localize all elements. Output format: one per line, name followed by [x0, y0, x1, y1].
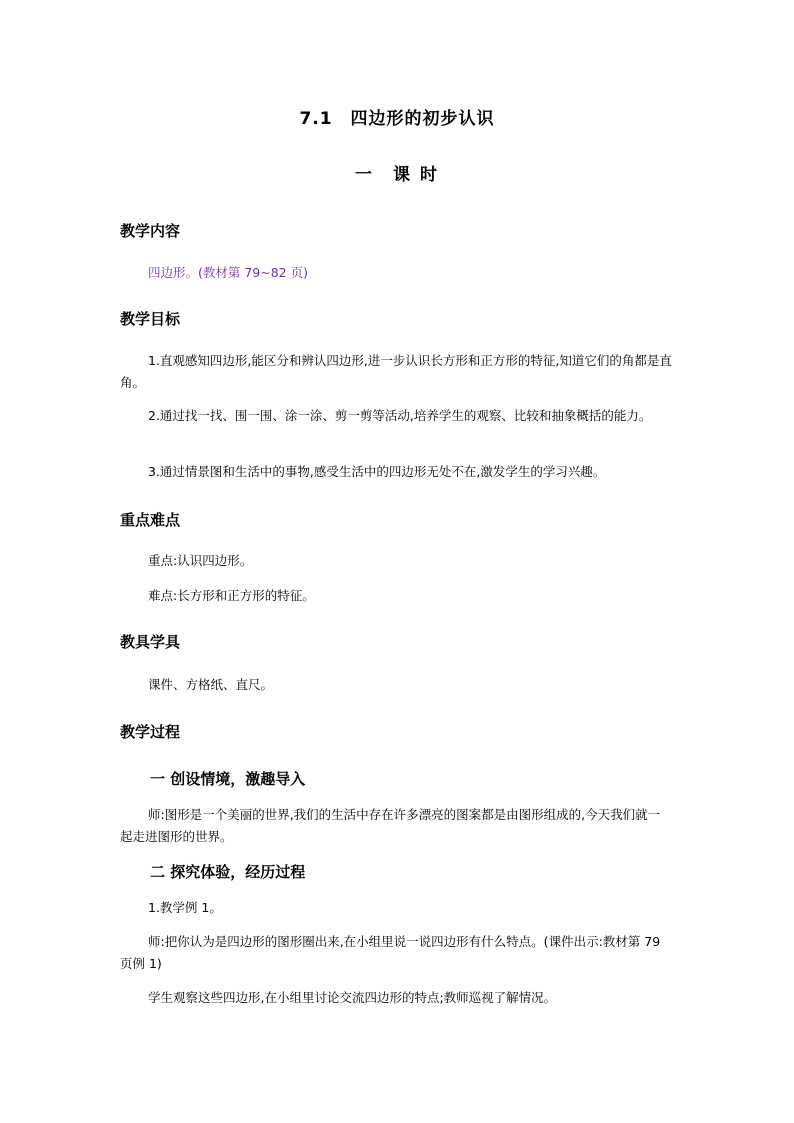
section-heading-goals: 教学目标	[120, 310, 181, 328]
section-heading-key-points: 重点难点	[120, 511, 181, 529]
content-text: 四边形。(教材第 79~82 页)	[148, 265, 308, 280]
goal-item-1: 1.直观感知四边形,能区分和辨认四边形,进一步认识长方形和正方形的特征,知道它们的角都是直角。	[120, 353, 672, 390]
process-step-1-heading: 一 创设情境，激趣导入	[150, 770, 306, 788]
section-heading-tools: 教具学具	[120, 633, 181, 651]
goal-item-2: 2.通过找一找、围一围、涂一涂、剪一剪等活动,培养学生的观察、比较和抽象概括的能力。	[148, 408, 652, 423]
process-step-2-heading: 二 探究体验，经历过程	[150, 863, 306, 881]
section-heading-content: 教学内容	[120, 222, 181, 240]
goal-item-3: 3.通过情景图和生活中的事物,感受生活中的四边形无处不在,激发学生的学习兴趣。	[148, 464, 606, 479]
process-step-2-item-2: 师:把你认为是四边形的图形圈出来,在小组里说一说四边形有什么特点。(课件出示:教材第 79 页例 1)	[120, 934, 661, 971]
lesson-subtitle: 一 课 时	[355, 165, 439, 185]
key-point-item-2: 难点:长方形和正方形的特征。	[148, 588, 315, 603]
tools-text: 课件、方格纸、直尺。	[148, 677, 274, 692]
process-step-2-item-1: 1.教学例 1。	[148, 900, 222, 915]
process-step-2-item-3: 学生观察这些四边形,在小组里讨论交流四边形的特点;教师巡视了解情况。	[148, 990, 557, 1005]
process-step-1-text: 师:图形是一个美丽的世界,我们的生活中存在许多漂亮的图案都是由图形组成的,今天我们就一起走进图形的世界。	[120, 807, 661, 844]
section-heading-process: 教学过程	[120, 723, 181, 741]
page-title: 7.1 四边形的初步认识	[299, 109, 495, 129]
key-point-item-1: 重点:认识四边形。	[148, 553, 253, 568]
